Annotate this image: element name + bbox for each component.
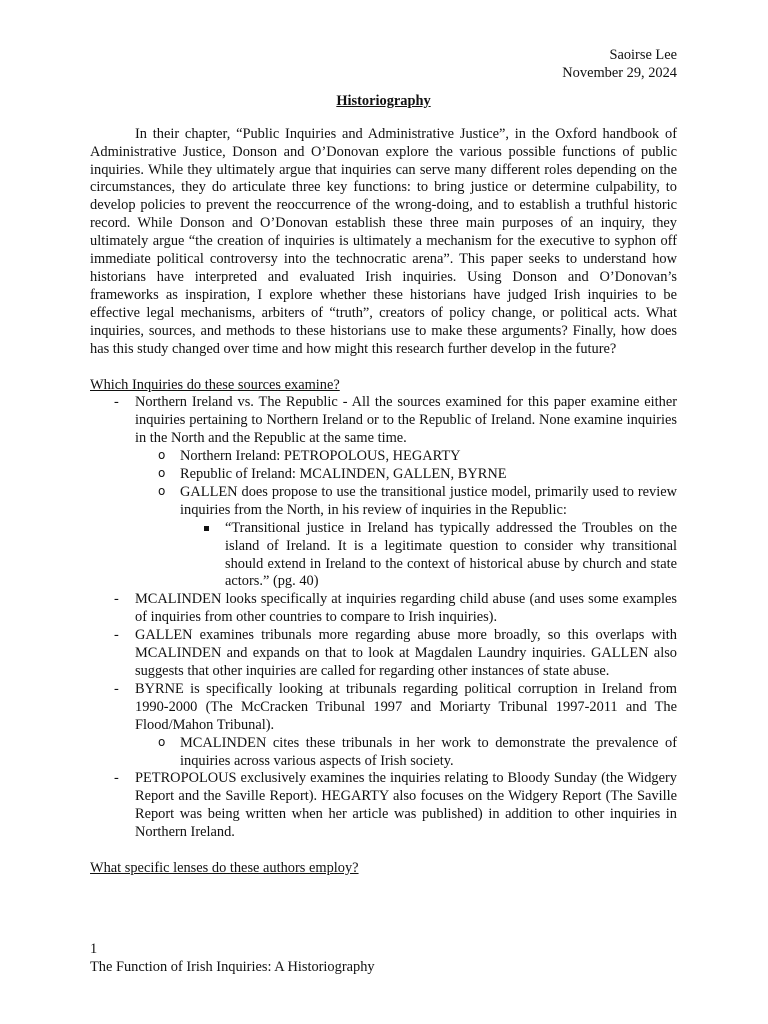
list-item: - MCALINDEN looks specifically at inquiries regarding child abuse (and uses some examples of inquiries from other countries to compare to Irish inquiries). bbox=[90, 591, 677, 627]
document-title: Historiography bbox=[336, 92, 431, 109]
sub-list bbox=[135, 448, 677, 591]
sub-list-item bbox=[135, 484, 677, 591]
intro-paragraph: In their chapter, “Public Inquiries and Administrative Justice”, in the Oxford handbook of Administrative Justice, Donson and O’Donovan explore the various possible functions of public inquiries. While they ultimately argue that inquiries can serve many different roles depending on the circumstances, they do articulate three key functions: to bring justice or determine culpability, to develop policies to prevent the reoccurrence of the wrong-doing, and to establish a truthful historic record. While Donson and O’Donovan establish these three main purposes of an inquiry, they ultimately argue “the creation of inquiries is ultimately a mechanism for the executive to syphon off immediate political controversy into the technocratic arena”. This paper seeks to understand how historians have interpreted and evaluated Irish inquiries. Using Donson and O’Donovan’s frameworks as inspiration, I explore whether these historians have judged Irish inquiries to be effective legal mechanisms, arbiters of “truth”, creators of policy change, or political acts. What inquiries, sources, and methods to these historians use to make these arguments? Finally, how does has this study changed over time and how might this research further develop in the future? bbox=[90, 125, 677, 357]
section-heading-lenses: What specific lenses do these authors employ? bbox=[90, 860, 359, 877]
page-number: 1 bbox=[90, 941, 98, 957]
document-date: November 29, 2024 bbox=[562, 64, 677, 81]
section-heading-inquiries: Which Inquiries do these sources examine? bbox=[90, 376, 340, 393]
list-item bbox=[90, 681, 677, 771]
sub-list bbox=[135, 735, 677, 771]
sub-list-item: o Northern Ireland: PETROPOLOUS, HEGARTY bbox=[135, 448, 677, 466]
quote-item: “Transitional justice in Ireland has typically addressed the Troubles on the island of Ireland. It is a legitimate question to consider why transitional should extend in Ireland to the context of historical abuse by church and state actors.” (pg. 40) bbox=[180, 520, 677, 592]
sub-list-item: o MCALINDEN cites these tribunals in her work to demonstrate the prevalence of inquiries across various aspects of Irish society. bbox=[135, 735, 677, 771]
running-title: The Function of Irish Inquiries: A Historiography bbox=[90, 958, 375, 975]
quote-list bbox=[180, 520, 677, 592]
page-footer bbox=[90, 941, 375, 977]
list-item: - PETROPOLOUS exclusively examines the inquiries relating to Bloody Sunday (the Widgery Report and the Saville Report). HEGARTY also focuses on the Widgery Report (The Saville Report was being written when her article was published) in addition to other inquiries in Northern Ireland. bbox=[90, 770, 677, 842]
sub-list-item-text: GALLEN does propose to use the transitional justice model, primarily used to review inquiries from the North, in his review of inquiries in the Republic: bbox=[180, 483, 677, 518]
list-item: - GALLEN examines tribunals more regarding abuse more broadly, so this overlaps with MCALINDEN and expands on that to look at Magdalen Laundry inquiries. GALLEN also suggests that other inquiries are called for regarding other instances of state abuse. bbox=[90, 627, 677, 681]
list-item-text: BYRNE is specifically looking at tribunals regarding political corruption in Ireland from 1990-2000 (The McCracken Tribunal 1997 and Moriarty Tribunal 1997-2011 and The Flood/Mahon Tribunal). bbox=[135, 680, 677, 733]
list-item bbox=[90, 394, 677, 591]
sub-list-item: o Republic of Ireland: MCALINDEN, GALLEN, BYRNE bbox=[135, 466, 677, 484]
page-content bbox=[90, 47, 677, 878]
inquiries-list bbox=[90, 394, 677, 842]
list-item-text: Northern Ireland vs. The Republic - All the sources examined for this paper examine either inquiries pertaining to Northern Ireland or to the Republic of Ireland. None examine inquiries in the North and the Republic at the same time. bbox=[135, 394, 677, 447]
author-name: Saoirse Lee bbox=[609, 47, 677, 63]
